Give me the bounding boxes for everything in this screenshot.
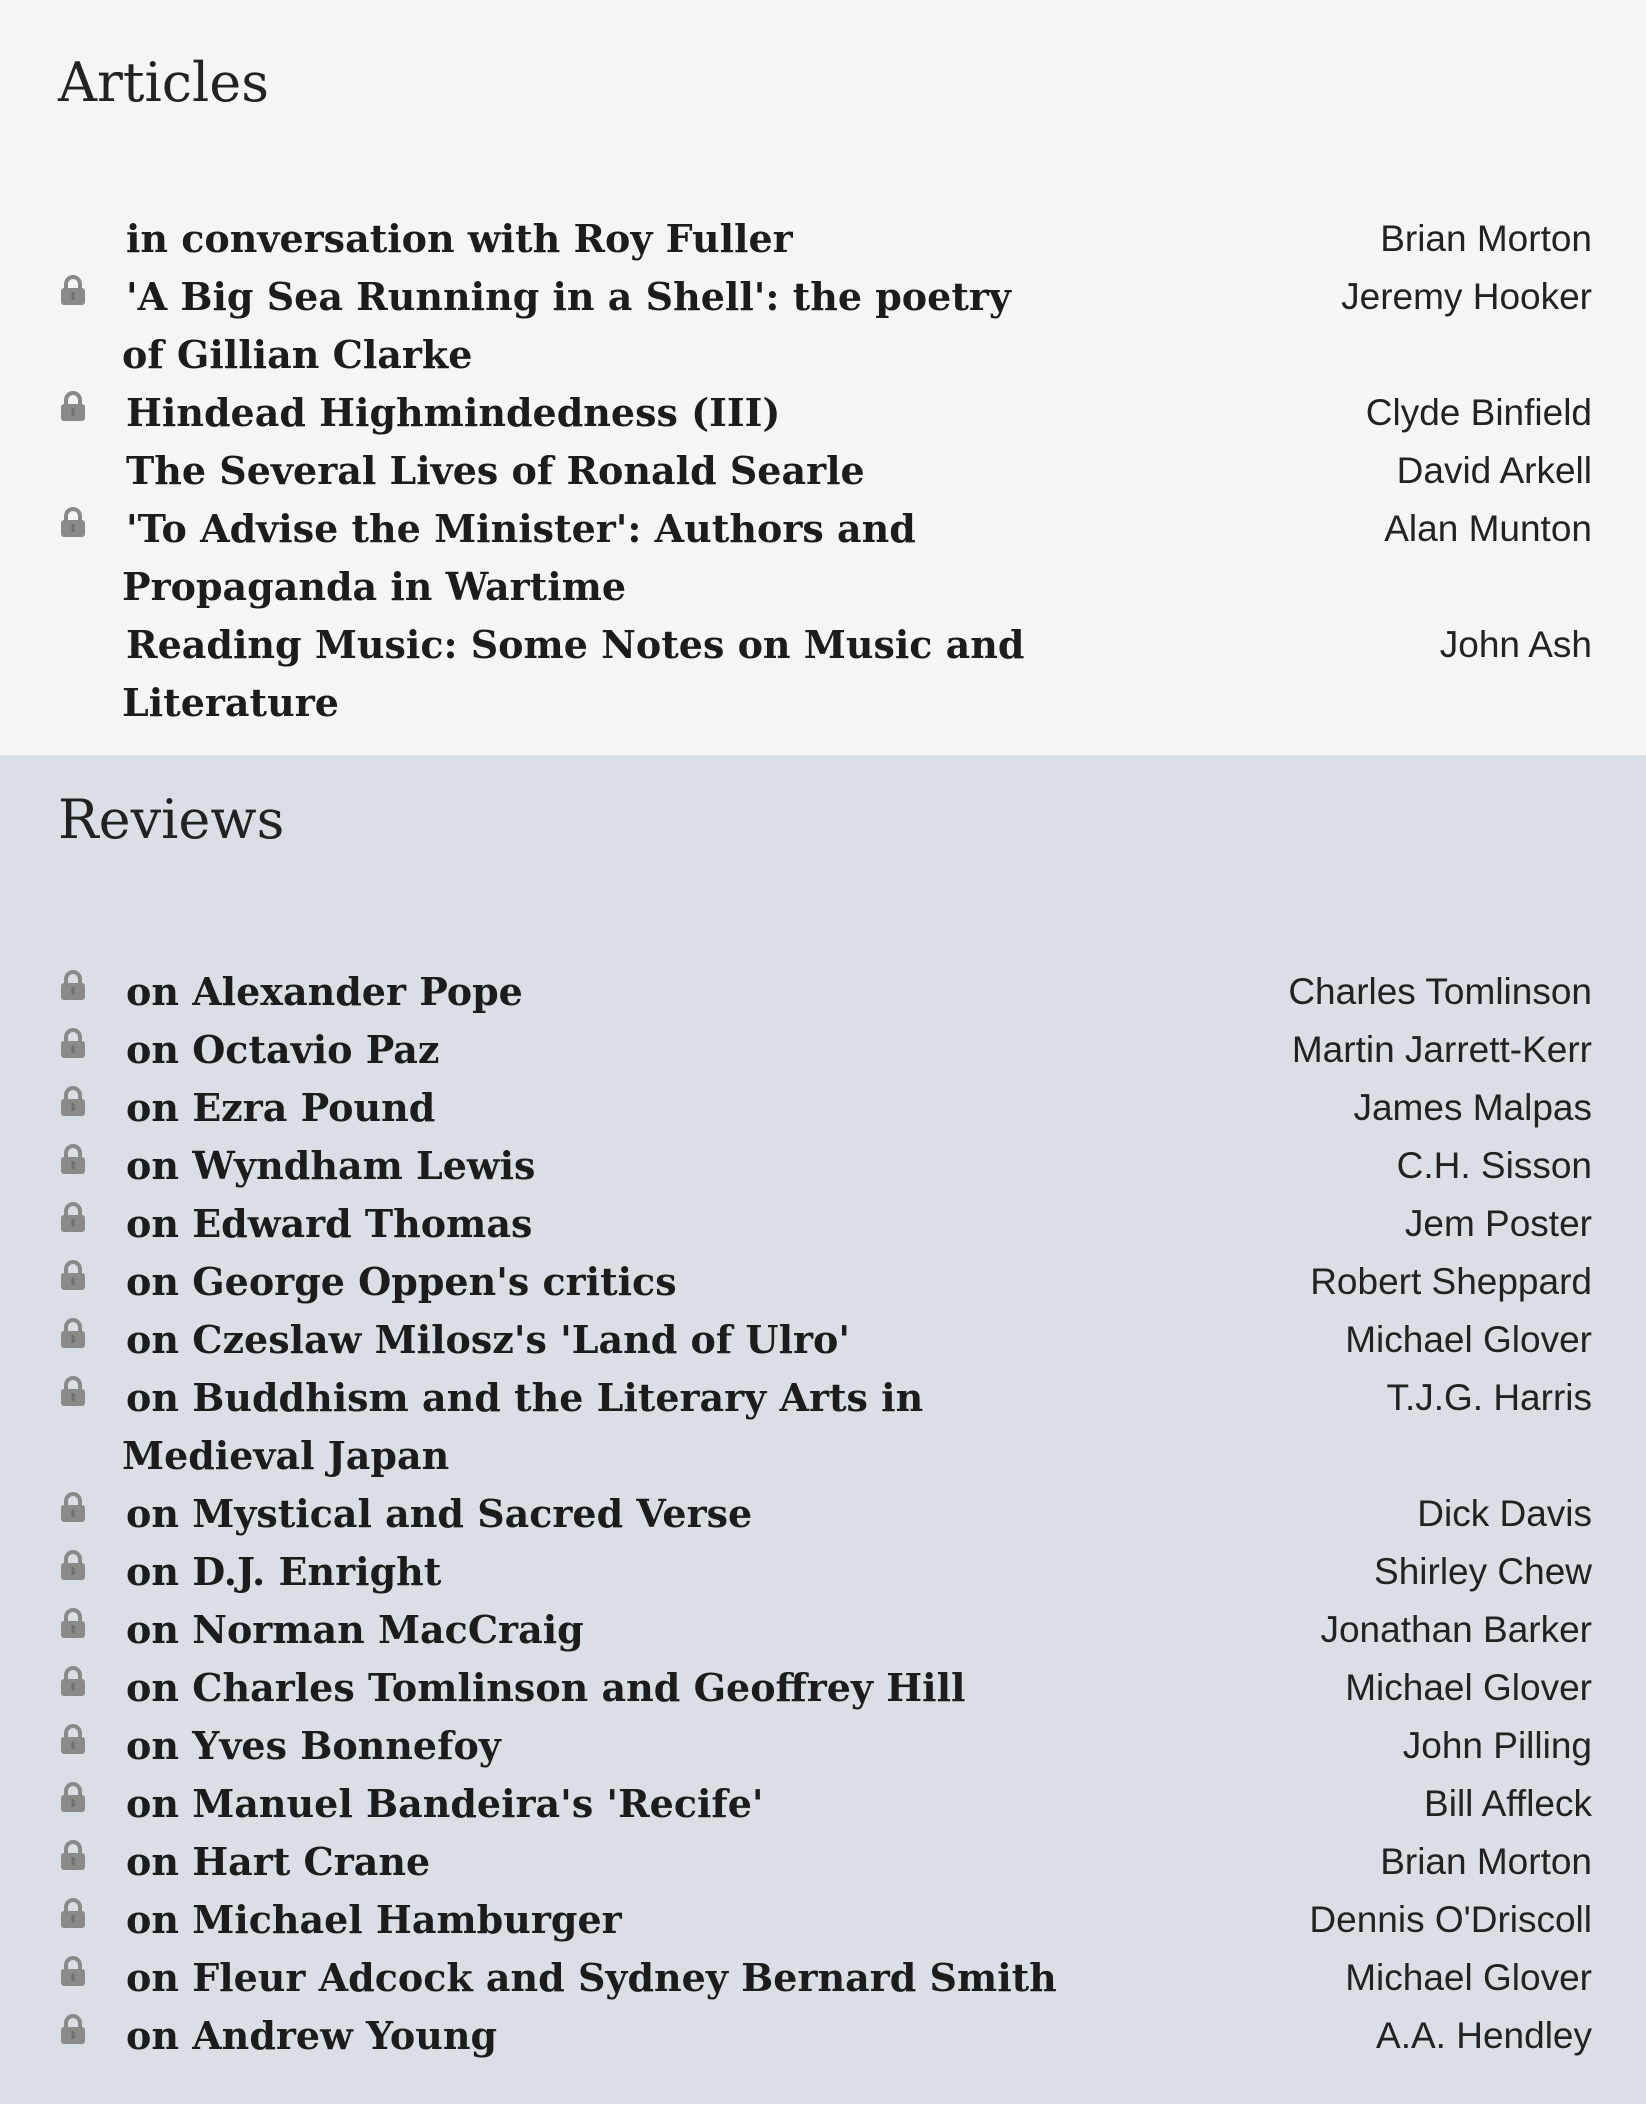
list-item[interactable] (58, 616, 1592, 732)
item-author: Jonathan Barker (1320, 1609, 1592, 1650)
item-title-link[interactable]: on Fleur Adcock and Sydney Bernard Smith (126, 1955, 1057, 2000)
list-item[interactable] (58, 1833, 1592, 1891)
list-item[interactable] (58, 1485, 1592, 1543)
item-title-link[interactable]: on Octavio Paz (126, 1027, 440, 1072)
item-author: Michael Glover (1345, 1667, 1592, 1708)
item-author: David Arkell (1396, 450, 1592, 491)
item-author: James Malpas (1353, 1087, 1592, 1128)
articles-section (0, 0, 1646, 755)
list-item[interactable] (58, 268, 1592, 384)
item-author: Michael Glover (1345, 1957, 1592, 1998)
lock-icon (58, 1027, 88, 1059)
item-title-link[interactable]: on Charles Tomlinson and Geoffrey Hill (126, 1665, 966, 1710)
item-title-link[interactable]: in conversation with Roy Fuller (126, 216, 793, 261)
lock-icon (58, 1201, 88, 1233)
lock-icon-slot (58, 1485, 122, 1543)
lock-icon (58, 1897, 88, 1929)
item-title-link[interactable]: on Edward Thomas (126, 1201, 533, 1246)
lock-icon (58, 1549, 88, 1581)
list-item[interactable] (58, 1775, 1592, 1833)
articles-heading: Articles (58, 51, 269, 114)
lock-icon-slot (58, 1891, 122, 1949)
lock-icon-slot (58, 1079, 122, 1137)
lock-icon (58, 506, 88, 538)
item-title-link[interactable]: 'To Advise the Minister': Authors and Propaganda in Wartime (122, 506, 916, 609)
lock-icon-slot (58, 500, 122, 558)
item-title-link[interactable]: on George Oppen's critics (126, 1259, 677, 1304)
empty-icon-slot (58, 616, 122, 674)
lock-icon (58, 1607, 88, 1639)
list-item[interactable] (58, 1601, 1592, 1659)
item-title-link[interactable]: on Buddhism and the Literary Arts in Medieval Japan (122, 1375, 924, 1478)
lock-icon-slot (58, 1543, 122, 1601)
list-item[interactable] (58, 1021, 1592, 1079)
list-item[interactable] (58, 500, 1592, 616)
list-item[interactable] (58, 1311, 1592, 1369)
list-item[interactable] (58, 1543, 1592, 1601)
lock-icon (58, 2013, 88, 2045)
item-title-link[interactable]: on Czeslaw Milosz's 'Land of Ulro' (126, 1317, 851, 1362)
lock-icon-slot (58, 1195, 122, 1253)
item-title-link[interactable]: on Manuel Bandeira's 'Recife' (126, 1781, 764, 1826)
item-title-link[interactable]: on Wyndham Lewis (126, 1143, 536, 1188)
item-author: Alan Munton (1384, 508, 1592, 549)
item-author: Shirley Chew (1374, 1551, 1592, 1592)
lock-icon-slot (58, 963, 122, 1021)
item-title-link[interactable]: The Several Lives of Ronald Searle (126, 448, 865, 493)
list-item[interactable] (58, 1079, 1592, 1137)
item-author: Jem Poster (1404, 1203, 1592, 1244)
item-title-link[interactable]: on Mystical and Sacred Verse (126, 1491, 753, 1536)
item-author: Bill Affleck (1424, 1783, 1592, 1824)
reviews-list (58, 963, 1592, 2065)
list-item[interactable] (58, 1137, 1592, 1195)
lock-icon (58, 1143, 88, 1175)
lock-icon (58, 1723, 88, 1755)
lock-icon-slot (58, 1311, 122, 1369)
list-item[interactable] (58, 1369, 1592, 1485)
list-item[interactable] (58, 1717, 1592, 1775)
item-author: T.J.G. Harris (1386, 1377, 1592, 1418)
lock-icon (58, 274, 88, 306)
lock-icon-slot (58, 1369, 122, 1427)
item-title-link[interactable]: Hindead Highmindedness (III) (126, 390, 781, 435)
item-title-link[interactable]: Reading Music: Some Notes on Music and Literature (122, 622, 1025, 725)
item-title-link[interactable]: 'A Big Sea Running in a Shell': the poetry of Gillian Clarke (122, 274, 1011, 377)
item-author: John Ash (1439, 624, 1592, 665)
item-title-link[interactable]: on Norman MacCraig (126, 1607, 584, 1652)
lock-icon-slot (58, 1601, 122, 1659)
lock-icon (58, 1665, 88, 1697)
item-author: Robert Sheppard (1310, 1261, 1592, 1302)
lock-icon (58, 390, 88, 422)
item-title-link[interactable]: on Alexander Pope (126, 969, 523, 1014)
item-author: Dennis O'Driscoll (1309, 1899, 1592, 1940)
item-author: Charles Tomlinson (1288, 971, 1592, 1012)
list-item[interactable] (58, 1891, 1592, 1949)
list-item[interactable] (58, 210, 1592, 268)
list-item[interactable] (58, 1949, 1592, 2007)
reviews-heading: Reviews (58, 788, 285, 851)
reviews-section (0, 755, 1646, 2104)
item-author: Clyde Binfield (1365, 392, 1592, 433)
lock-icon-slot (58, 268, 122, 326)
item-author: Martin Jarrett-Kerr (1291, 1029, 1592, 1070)
item-author: Jeremy Hooker (1341, 276, 1592, 317)
item-author: Dick Davis (1417, 1493, 1592, 1534)
item-title-link[interactable]: on Michael Hamburger (126, 1897, 622, 1942)
lock-icon (58, 1375, 88, 1407)
item-title-link[interactable]: on Yves Bonnefoy (126, 1723, 501, 1768)
list-item[interactable] (58, 2007, 1592, 2065)
lock-icon-slot (58, 2007, 122, 2065)
lock-icon (58, 1317, 88, 1349)
list-item[interactable] (58, 963, 1592, 1021)
item-author: Brian Morton (1380, 218, 1592, 259)
lock-icon-slot (58, 1021, 122, 1079)
item-author: A.A. Hendley (1376, 2015, 1592, 2056)
lock-icon-slot (58, 1949, 122, 2007)
item-title-link[interactable]: on Hart Crane (126, 1839, 431, 1884)
list-item[interactable] (58, 1195, 1592, 1253)
lock-icon-slot (58, 1137, 122, 1195)
empty-icon-slot (58, 210, 122, 268)
lock-icon-slot (58, 384, 122, 442)
lock-icon (58, 1085, 88, 1117)
item-author: Brian Morton (1380, 1841, 1592, 1882)
lock-icon-slot (58, 1717, 122, 1775)
item-title-link[interactable]: on D.J. Enright (126, 1549, 442, 1594)
lock-icon (58, 1259, 88, 1291)
item-author: C.H. Sisson (1396, 1145, 1592, 1186)
lock-icon-slot (58, 1775, 122, 1833)
lock-icon-slot (58, 1833, 122, 1891)
lock-icon (58, 1955, 88, 1987)
list-item[interactable] (58, 384, 1592, 442)
list-item[interactable] (58, 442, 1592, 500)
item-title-link[interactable]: on Ezra Pound (126, 1085, 436, 1130)
lock-icon (58, 1839, 88, 1871)
lock-icon (58, 1781, 88, 1813)
articles-list (58, 210, 1592, 732)
item-author: Michael Glover (1345, 1319, 1592, 1360)
list-item[interactable] (58, 1659, 1592, 1717)
lock-icon-slot (58, 1253, 122, 1311)
lock-icon (58, 969, 88, 1001)
item-author: John Pilling (1402, 1725, 1592, 1766)
lock-icon (58, 1491, 88, 1523)
empty-icon-slot (58, 442, 122, 500)
list-item[interactable] (58, 1253, 1592, 1311)
item-title-link[interactable]: on Andrew Young (126, 2013, 498, 2058)
lock-icon-slot (58, 1659, 122, 1717)
